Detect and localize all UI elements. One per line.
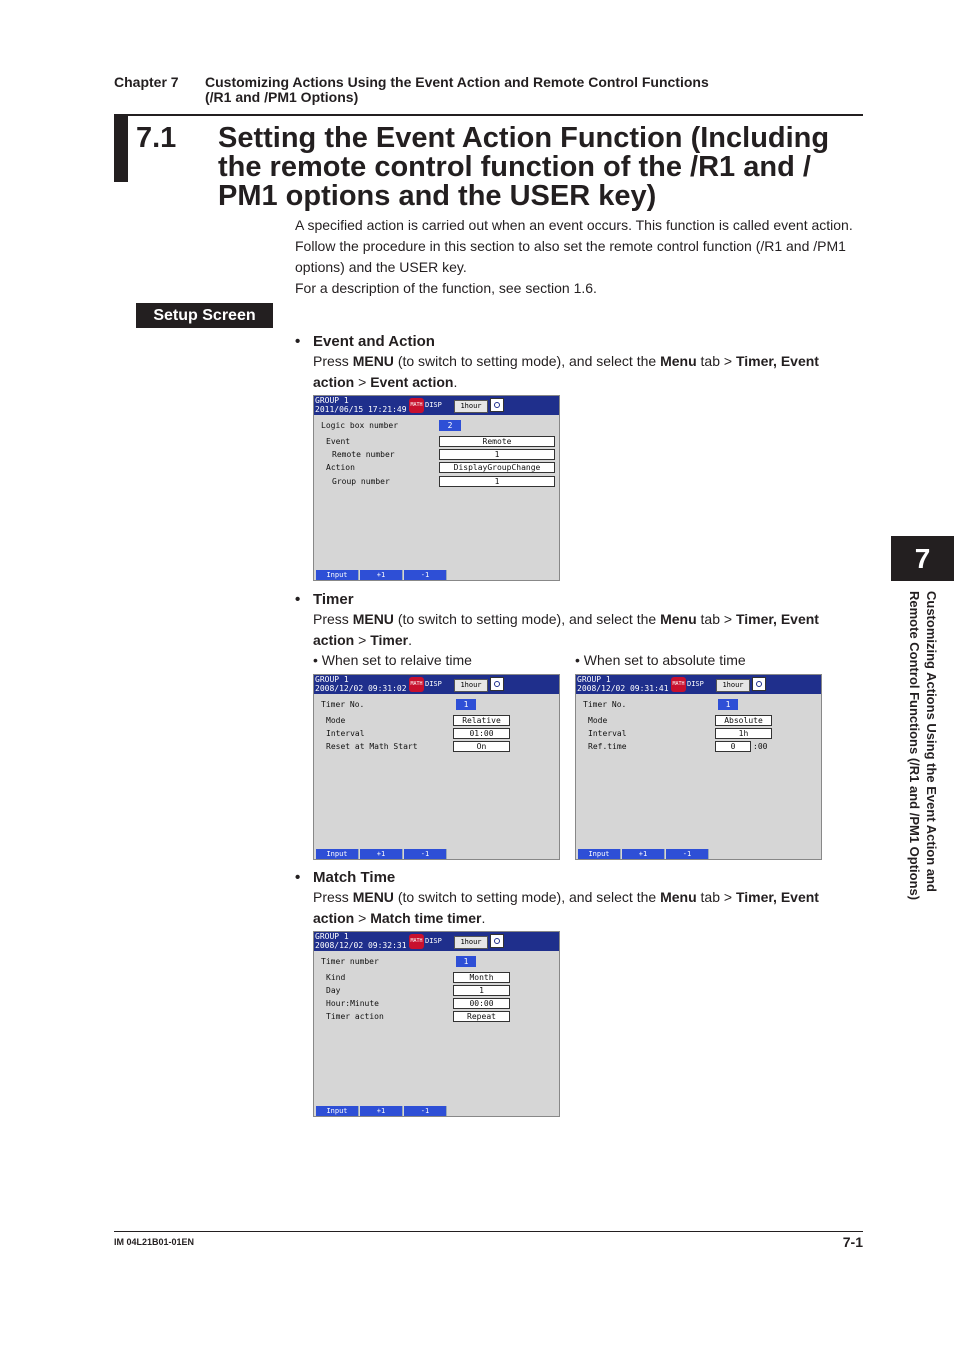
day-field[interactable]: 1 bbox=[453, 985, 510, 996]
event-field[interactable]: Remote bbox=[439, 436, 555, 447]
footer-rule bbox=[114, 1231, 863, 1232]
hour-selector[interactable]: 1hour bbox=[454, 400, 488, 413]
screen-status-bar: GROUP 1 2008/12/02 09:32:31 MATH DISP 1hour bbox=[314, 932, 559, 951]
match-time-instruction: Press MENU (to switch to setting mode), and select the Menu tab > Timer, Event action > Match time timer. bbox=[313, 889, 819, 926]
screen-status-bar: GROUP 1 2011/06/15 17:21:49 MATH DISP 1hour bbox=[314, 396, 559, 415]
caption-relative: • When set to relaive time bbox=[313, 652, 472, 668]
timer-relative-screen: GROUP 1 2008/12/02 09:31:02 MATH DISP 1hour Timer No. 1 Mode Relative Interval 01:00 Reset at Math Start On Input +1 -1 bbox=[313, 674, 560, 860]
plus-one-key[interactable]: +1 bbox=[360, 570, 403, 580]
input-key[interactable]: Input bbox=[316, 1106, 359, 1116]
hour-selector[interactable]: 1hour bbox=[454, 679, 488, 692]
event-action-screen: GROUP 1 2011/06/15 17:21:49 MATH DISP 1hour Logic box number 2 Event Remote Remote number 1 Action DisplayGroupChange Group number 1 Input +1 -1 bbox=[313, 395, 560, 581]
math-icon: MATH bbox=[671, 677, 686, 692]
timer-action-field[interactable]: Repeat bbox=[453, 1011, 510, 1022]
section-number: 7.1 bbox=[136, 122, 177, 154]
reset-at-math-start-field[interactable]: On bbox=[453, 741, 510, 752]
math-icon: MATH bbox=[409, 677, 424, 692]
chapter-title: Customizing Actions Using the Event Action and Remote Control Functions (/R1 and /PM1 Options) bbox=[205, 74, 709, 105]
match-time-screen: GROUP 1 2008/12/02 09:32:31 MATH DISP 1hour Timer number 1 Kind Month Day 1 Hour:Minute 00:00 Timer action Repeat Input +1 -1 bbox=[313, 931, 560, 1117]
mode-field[interactable]: Relative bbox=[453, 715, 510, 726]
hour-minute-field[interactable]: 00:00 bbox=[453, 998, 510, 1009]
plus-one-key[interactable]: +1 bbox=[622, 849, 665, 859]
cycle-icon[interactable] bbox=[752, 677, 766, 691]
caption-absolute: • When set to absolute time bbox=[575, 652, 746, 668]
plus-one-key[interactable]: +1 bbox=[360, 1106, 403, 1116]
input-key[interactable]: Input bbox=[316, 570, 359, 580]
header-rule bbox=[114, 114, 863, 116]
screen-soft-keys bbox=[576, 849, 821, 859]
event-action-instruction: Press MENU (to switch to setting mode), and select the Menu tab > Timer, Event action > Event action. bbox=[313, 353, 819, 390]
timer-instruction: Press MENU (to switch to setting mode), and select the Menu tab > Timer, Event action > Timer. bbox=[313, 611, 819, 648]
minus-one-key[interactable]: -1 bbox=[404, 570, 447, 580]
action-field[interactable]: DisplayGroupChange bbox=[439, 462, 555, 473]
chapter-tab: 7 bbox=[891, 536, 954, 581]
screen-soft-keys bbox=[314, 849, 559, 859]
screen-status-bar: GROUP 1 2008/12/02 09:31:41 MATH DISP 1hour bbox=[576, 675, 821, 694]
chapter-label: Chapter 7 bbox=[114, 74, 179, 90]
math-icon: MATH bbox=[409, 934, 424, 949]
group-number-field[interactable]: 1 bbox=[439, 476, 555, 487]
screen-soft-keys bbox=[314, 570, 559, 580]
chapter-header bbox=[114, 74, 709, 105]
minus-one-key[interactable]: -1 bbox=[666, 849, 709, 859]
input-key[interactable]: Input bbox=[316, 849, 359, 859]
kind-field[interactable]: Month bbox=[453, 972, 510, 983]
chapter-side-title: Customizing Actions Using the Event Action and Remote Control Functions (/R1 and /PM1 Options) bbox=[907, 591, 939, 901]
mode-field[interactable]: Absolute bbox=[715, 715, 772, 726]
section-title: Setting the Event Action Function (Including the remote control function of the /R1 and / PM1 options and the USER key) bbox=[218, 122, 830, 212]
intro-text: A specified action is carried out when an event occurs. This function is called event action. Follow the procedure in this section to also set the remote control function (/R1 and /PM1 options) and the USER key. For a description of the function, see section 1.6. bbox=[295, 217, 853, 296]
hour-selector[interactable]: 1hour bbox=[716, 679, 750, 692]
remote-number-field[interactable]: 1 bbox=[439, 449, 555, 460]
timer-no-value[interactable]: 1 bbox=[456, 699, 476, 710]
screen-soft-keys bbox=[314, 1106, 559, 1116]
minus-one-key[interactable]: -1 bbox=[404, 849, 447, 859]
timer-no-value[interactable]: 1 bbox=[718, 699, 738, 710]
timer-absolute-screen: GROUP 1 2008/12/02 09:31:41 MATH DISP 1hour Timer No. 1 Mode Absolute Interval 1h Ref.time 0 :00 Input +1 -1 bbox=[575, 674, 822, 860]
cycle-icon[interactable] bbox=[490, 398, 504, 412]
input-key[interactable]: Input bbox=[578, 849, 621, 859]
math-icon: MATH bbox=[409, 398, 424, 413]
setup-screen-label: Setup Screen bbox=[136, 303, 273, 328]
hour-selector[interactable]: 1hour bbox=[454, 936, 488, 949]
plus-one-key[interactable]: +1 bbox=[360, 849, 403, 859]
interval-field[interactable]: 01:00 bbox=[453, 728, 510, 739]
cycle-icon[interactable] bbox=[490, 677, 504, 691]
screen-status-bar: GROUP 1 2008/12/02 09:31:02 MATH DISP 1hour bbox=[314, 675, 559, 694]
section-bar bbox=[114, 114, 128, 182]
cycle-icon[interactable] bbox=[490, 934, 504, 948]
logic-box-number-value[interactable]: 2 bbox=[439, 420, 461, 431]
document-id: IM 04L21B01-01EN bbox=[114, 1237, 195, 1247]
minus-one-key[interactable]: -1 bbox=[404, 1106, 447, 1116]
ref-time-hour-field[interactable]: 0 bbox=[715, 741, 751, 752]
interval-field[interactable]: 1h bbox=[715, 728, 772, 739]
page-number: 7-1 bbox=[842, 1234, 863, 1250]
timer-number-value[interactable]: 1 bbox=[456, 956, 476, 967]
